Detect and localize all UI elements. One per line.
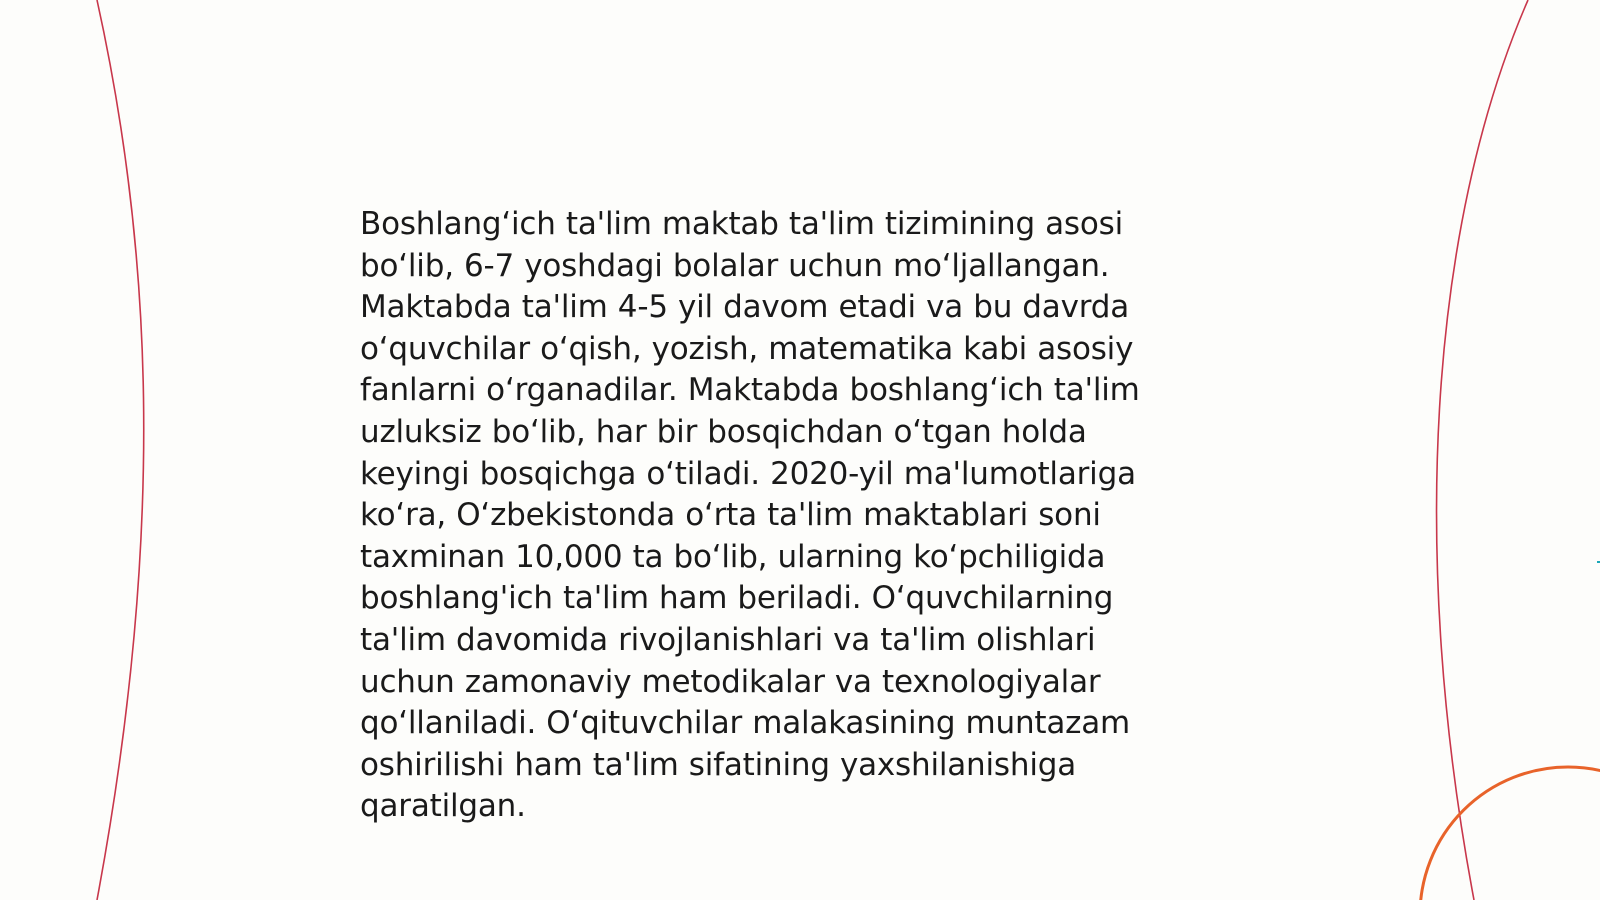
orange-circle-decoration: [1420, 767, 1600, 900]
left-curve-decoration: [97, 0, 144, 900]
body-paragraph: Boshlang‘ich ta'lim maktab ta'lim tizimining asosi bo‘lib, 6-7 yoshdagi bolalar uchun mo‘ljallangan. Maktabda ta'lim 4-5 yil davom etadi va bu davrda o‘quvchilar o‘qish, yozish, matematika kabi asosiy fanlarni o‘rganadilar. Maktabda boshlang‘ich ta'lim uzluksiz bo‘lib, har bir bosqichdan o‘tgan holda keyingi bosqichga o‘tiladi. 2020-yil ma'lumotlariga ko‘ra, O‘zbekistonda o‘rta ta'lim maktablari soni taxminan 10,000 ta bo‘lib, ularning ko‘pchiligida boshlang'ich ta'lim ham beriladi. O‘quvchilarning ta'lim davomida rivojlanishlari va ta'lim olishlari uchun zamonaviy metodikalar va texnologiyalar qo‘llaniladi. O‘qituvchilar malakasining muntazam oshirilishi ham ta'lim sifatining yaxshilanishiga qaratilgan.: [360, 206, 1140, 825]
right-curve-decoration: [1437, 0, 1528, 900]
